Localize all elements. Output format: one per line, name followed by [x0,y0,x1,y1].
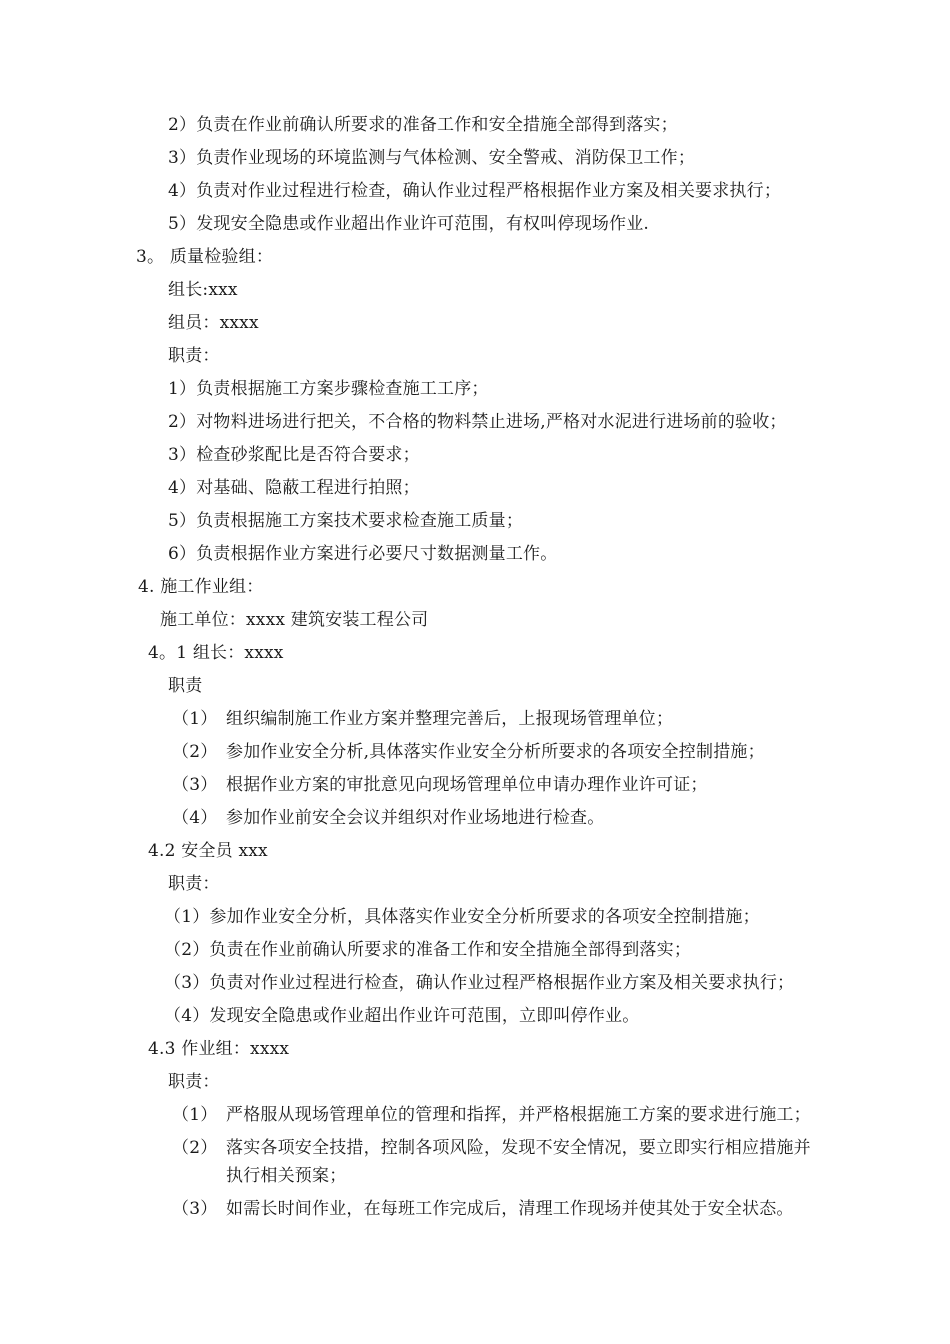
work-group-duty-text-continuation: 执行相关预案； [226,1166,347,1186]
leader-duty-text: 根据作业方案的审批意见向现场管理单位申请办理作业许可证； [226,775,708,795]
quality-leader: 组长:xxx [168,280,238,300]
safety-officer-duty-item: （3）负责对作业过程进行检查，确认作业过程严格根据作业方案及相关要求执行； [164,973,795,993]
safety-officer-duty-item: （2）负责在作业前确认所要求的准备工作和安全措施全部得到落实； [164,940,692,960]
safety-duty-item: 4）负责对作业过程进行检查，确认作业过程严格根据作业方案及相关要求执行； [168,181,782,201]
work-group-duty-number: （3） [172,1199,218,1219]
leader-duty-number: （3） [172,775,218,795]
subsection-heading-work-group: 4.3 作业组：xxxx [148,1039,290,1059]
leader-duty-number: （4） [172,808,218,828]
work-group-duties-label: 职责： [168,1072,220,1092]
section-heading-quality: 3。 质量检验组： [136,247,274,267]
subsection-heading-leader: 4。1 组长：xxxx [148,643,284,663]
quality-duty-item: 5）负责根据施工方案技术要求检查施工质量； [168,511,524,531]
construction-unit: 施工单位：xxxx 建筑安装工程公司 [160,610,429,630]
quality-members: 组员：xxxx [168,313,259,333]
safety-officer-duty-item: （4）发现安全隐患或作业超出作业许可范围，立即叫停作业。 [164,1006,640,1026]
quality-duty-item: 3）检查砂浆配比是否符合要求； [168,445,420,465]
leader-duties-label: 职责 [168,676,203,696]
safety-duty-item: 5）发现安全隐患或作业超出作业许可范围，有权叫停现场作业. [168,214,650,234]
quality-duty-item: 4）对基础、隐蔽工程进行拍照； [168,478,420,498]
quality-duties-label: 职责： [168,346,220,366]
safety-officer-duty-item: （1）参加作业安全分析，具体落实作业安全分析所要求的各项安全控制措施； [164,907,760,927]
work-group-duty-text: 严格服从现场管理单位的管理和指挥，并严格根据施工方案的要求进行施工； [226,1105,811,1125]
quality-duty-item: 6）负责根据作业方案进行必要尺寸数据测量工作。 [168,544,558,564]
leader-duty-text: 组织编制施工作业方案并整理完善后，上报现场管理单位； [226,709,674,729]
quality-duty-item: 2）对物料进场进行把关，不合格的物料禁止进场,严格对水泥进行进场前的验收； [168,412,787,432]
leader-duty-text: 参加作业前安全会议并组织对作业场地进行检查。 [226,808,605,828]
leader-duty-number: （1） [172,709,218,729]
work-group-duty-number: （1） [172,1105,218,1125]
leader-duty-number: （2） [172,742,218,762]
work-group-duty-text: 落实各项安全技措，控制各项风险，发现不安全情况，要立即实行相应措施并 [226,1138,811,1158]
leader-duty-text: 参加作业安全分析,具体落实作业安全分析所要求的各项安全控制措施； [226,742,765,762]
section-heading-construction: 4. 施工作业组： [138,577,264,597]
work-group-duty-text: 如需长时间作业，在每班工作完成后，清理工作现场并使其处于安全状态。 [226,1199,794,1219]
quality-duty-item: 1）负责根据施工方案步骤检查施工工序； [168,379,489,399]
safety-officer-duties-label: 职责： [168,874,220,894]
subsection-heading-safety-officer: 4.2 安全员 xxx [148,841,268,861]
work-group-duty-number: （2） [172,1138,218,1158]
safety-duty-item: 3）负责作业现场的环境监测与气体检测、安全警戒、消防保卫工作； [168,148,696,168]
safety-duty-item: 2）负责在作业前确认所要求的准备工作和安全措施全部得到落实； [168,115,678,135]
